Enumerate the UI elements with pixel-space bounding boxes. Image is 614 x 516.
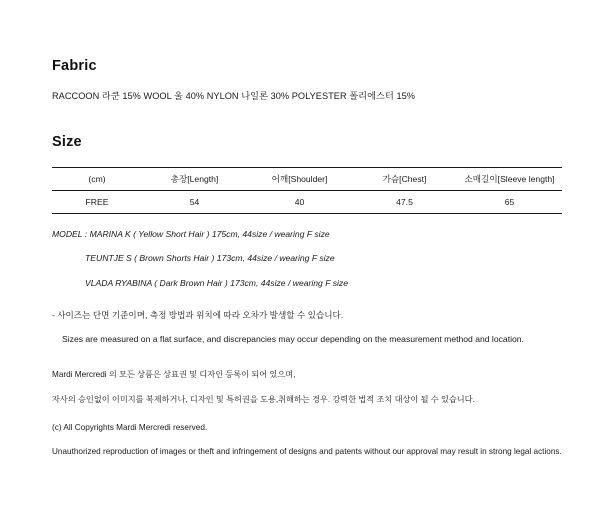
note-line-korean: - 사이즈는 단면 기준이며, 측정 방법과 위치에 따라 오차가 발생할 수 있습니다. [52, 309, 344, 320]
fabric-section-title: Fabric [52, 58, 97, 74]
fabric-composition-text: RACCOON 라쿤 15% WOOL 울 40% NYLON 나일론 30% POLYESTER 폴리에스터 15% [52, 91, 416, 101]
copyright-line-english-1: (c) All Copyrights Mardi Mercredi reserved. [52, 422, 208, 432]
model-line-3: VLADA RYABINA ( Dark Brown Hair ) 173cm, 44size / wearing F size [85, 277, 348, 288]
cell-sleeve-length: 65 [504, 197, 515, 207]
size-table-body [52, 191, 562, 214]
copyright-line-korean-2: 자사의 승인없이 이미지를 복제하거나, 디자인 및 특허권을 도용,취해하는 경우. 강력한 법적 조치 대상이 될 수 있습니다. [52, 394, 475, 404]
column-header-shoulder: 어깨[Shoulder] [271, 174, 328, 184]
size-section-title: Size [52, 134, 82, 150]
note-line-english: Sizes are measured on a flat surface, and discrepancies may occur depending on the measurement method and location. [62, 333, 524, 344]
cell-chest: 47.5 [396, 197, 413, 207]
product-detail-page [0, 58, 614, 516]
measurement-notes-block [52, 308, 562, 348]
size-table-header [52, 168, 562, 191]
column-header-length: 총장[Length] [170, 174, 219, 184]
copyright-line-english-2: Unauthorized reproduction of images or theft and infringement of designs and patents without our approval may result in strong legal actions. [52, 446, 562, 456]
model-info-block [52, 227, 562, 292]
column-header-unit: (cm) [88, 174, 106, 184]
cell-size-name: FREE [85, 197, 109, 207]
model-line-2: TEUNTJE S ( Brown Shorts Hair ) 173cm, 44size / wearing F size [85, 253, 335, 264]
size-table [52, 167, 562, 214]
table-header-row [52, 168, 562, 191]
copyright-line-korean-1: Mardi Mercredi 의 모든 상품은 상표권 및 디자인 등록이 되어 있으며, [52, 370, 296, 380]
model-line-1: MODEL : MARINA K ( Yellow Short Hair ) 175cm, 44size / wearing F size [52, 229, 330, 239]
table-row [52, 191, 562, 214]
column-header-sleeve-length: 소매길이[Sleeve length] [464, 174, 555, 184]
copyright-block [52, 367, 562, 459]
cell-length: 54 [189, 197, 200, 207]
cell-shoulder: 40 [294, 197, 305, 207]
column-header-chest: 가슴[Chest] [382, 174, 427, 184]
